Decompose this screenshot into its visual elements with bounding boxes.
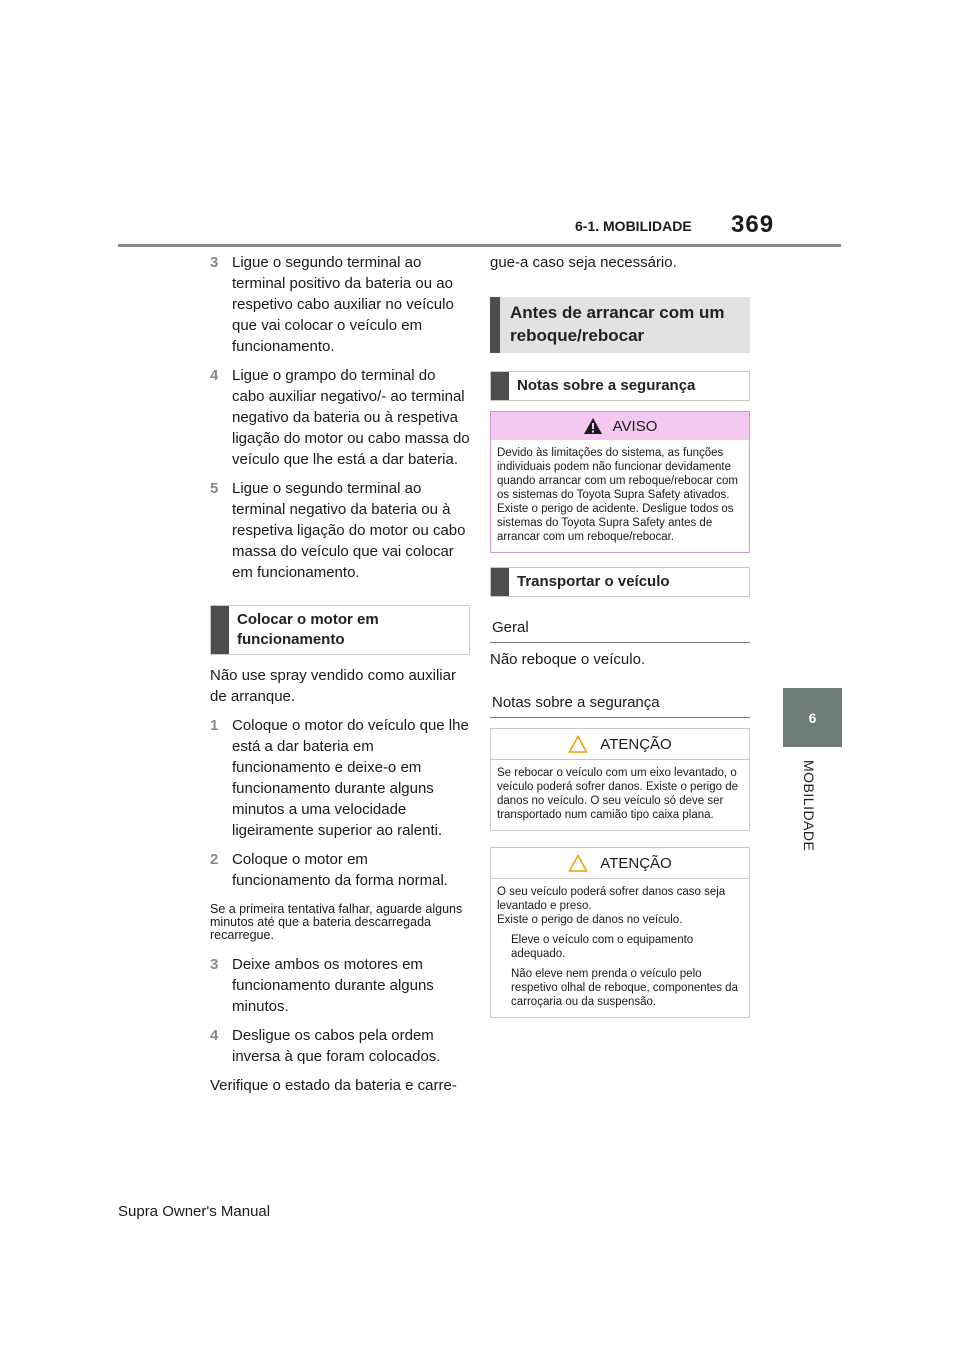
step	[210, 849, 470, 891]
step-text: Deixe ambos os motores em funcionamento durante alguns minutos.	[232, 956, 434, 1015]
warning-triangle-icon	[583, 417, 603, 435]
atencao-header	[491, 729, 749, 760]
right-column	[490, 252, 750, 1018]
heading-bar	[490, 297, 500, 353]
footer-text: Supra Owner's Manual	[118, 1203, 271, 1220]
atencao-body	[491, 879, 749, 1017]
step-number: 3	[210, 254, 219, 271]
left-column	[210, 252, 470, 1104]
step-number: 2	[210, 851, 219, 868]
aviso-header	[491, 412, 749, 440]
page-number: 369	[731, 211, 775, 238]
heading-title: Notas sobre a segurança	[517, 377, 696, 394]
atencao-box	[490, 728, 750, 831]
atencao-text: O seu veículo poderá sofrer danos caso seja levantado e preso.	[497, 886, 726, 912]
atencao-box	[490, 847, 750, 1018]
aviso-title: AVISO	[612, 417, 658, 435]
caution-triangle-icon	[568, 735, 588, 753]
atencao-header	[491, 848, 749, 879]
caution-triangle-icon	[568, 854, 588, 872]
step-number: 4	[210, 367, 219, 384]
subheading-safety: Notas sobre a segurança	[490, 684, 750, 718]
step-text: Ligue o grampo do terminal do cabo auxiliar negativo/- ao terminal negativo da bateria ou à respetiva ligação do motor ou cabo massa do veículo que lhe está a dar bateria.	[232, 367, 470, 468]
step-text: Coloque o motor em funcionamento da forma normal.	[232, 851, 448, 889]
heading-title: Colocar o motor em funcionamento	[237, 611, 379, 648]
step-text: Ligue o segundo terminal ao terminal positivo da bateria ou ao respetivo cabo auxiliar no veículo que vai colocar o veículo em funcionamento.	[232, 254, 454, 355]
note-text: Se a primeira tentativa falhar, aguarde alguns minutos até que a bateria descarregada recarregue.	[210, 902, 463, 942]
atencao-title: ATENÇÃO	[600, 735, 672, 753]
subheading-geral: Geral	[490, 609, 750, 643]
heading-title: Transportar o veículo	[517, 573, 670, 590]
closing-text: Verifique o estado da bateria e carre-	[210, 1077, 457, 1094]
heading-bar	[491, 372, 509, 400]
step	[210, 478, 470, 583]
continuation-text: gue-a caso seja necessário.	[490, 254, 677, 271]
intro-text: Não use spray vendido como auxiliar de arranque.	[210, 667, 456, 705]
atencao-text: Se rebocar o veículo com um eixo levantado, o veículo poderá sofrer danos. Existe o perigo de danos no veículo. O seu veículo só deve ser transportado num camião tipo caixa plana.	[497, 767, 739, 821]
step	[210, 954, 470, 1017]
atencao-text: Existe o perigo de danos no veículo.	[497, 914, 683, 926]
heading-tow	[490, 297, 750, 353]
geral-text: Não reboque o veículo.	[490, 651, 646, 668]
step	[210, 1025, 470, 1067]
chapter-name: MOBILIDADE	[801, 760, 817, 852]
chapter-tab[interactable]: 6	[783, 688, 842, 747]
aviso-text: Devido às limitações do sistema, as funções individuais podem não funcionar devidamente quando arrancar com um reboque/rebocar com os sistemas do Toyota Supra Safety ativados. Existe o perigo de acidente. Desligue todos os sistemas do Toyota Supra Safety antes de arrancar com um reboque/rebocar.	[497, 447, 738, 543]
heading-bar	[491, 568, 509, 596]
step-text: Coloque o motor do veículo que lhe está a dar bateria em funcionamento e deixe-o em funcionamento durante alguns minutos a uma velocidade ligeiramente superior ao ralenti.	[232, 717, 469, 839]
heading-bar	[211, 606, 229, 654]
atencao-title: ATENÇÃO	[600, 854, 672, 872]
atencao-item: Eleve o veículo com o equipamento adequado.	[511, 934, 694, 960]
step-text: Ligue o segundo terminal ao terminal negativo da bateria ou à respetiva ligação do motor ou cabo massa do veículo que vai colocar em funcionamento.	[232, 480, 466, 581]
heading-safety	[490, 371, 750, 401]
step	[210, 252, 470, 357]
heading-title: Antes de arrancar com um reboque/rebocar	[510, 303, 725, 345]
step-number: 5	[210, 480, 219, 497]
heading-transport	[490, 567, 750, 597]
step-number: 3	[210, 956, 219, 973]
atencao-item: Não eleve nem prenda o veículo pelo respetivo olhal de reboque, componentes da carroçaria ou da suspensão.	[511, 968, 738, 1008]
section-label: 6-1. MOBILIDADE	[575, 218, 692, 234]
heading-motor	[210, 605, 470, 655]
step	[210, 715, 470, 841]
step-text: Desligue os cabos pela ordem inversa à que foram colocados.	[232, 1027, 441, 1065]
step	[210, 365, 470, 470]
step-number: 4	[210, 1027, 219, 1044]
header-rule	[118, 244, 841, 247]
step-number: 1	[210, 717, 219, 734]
aviso-box	[490, 411, 750, 553]
